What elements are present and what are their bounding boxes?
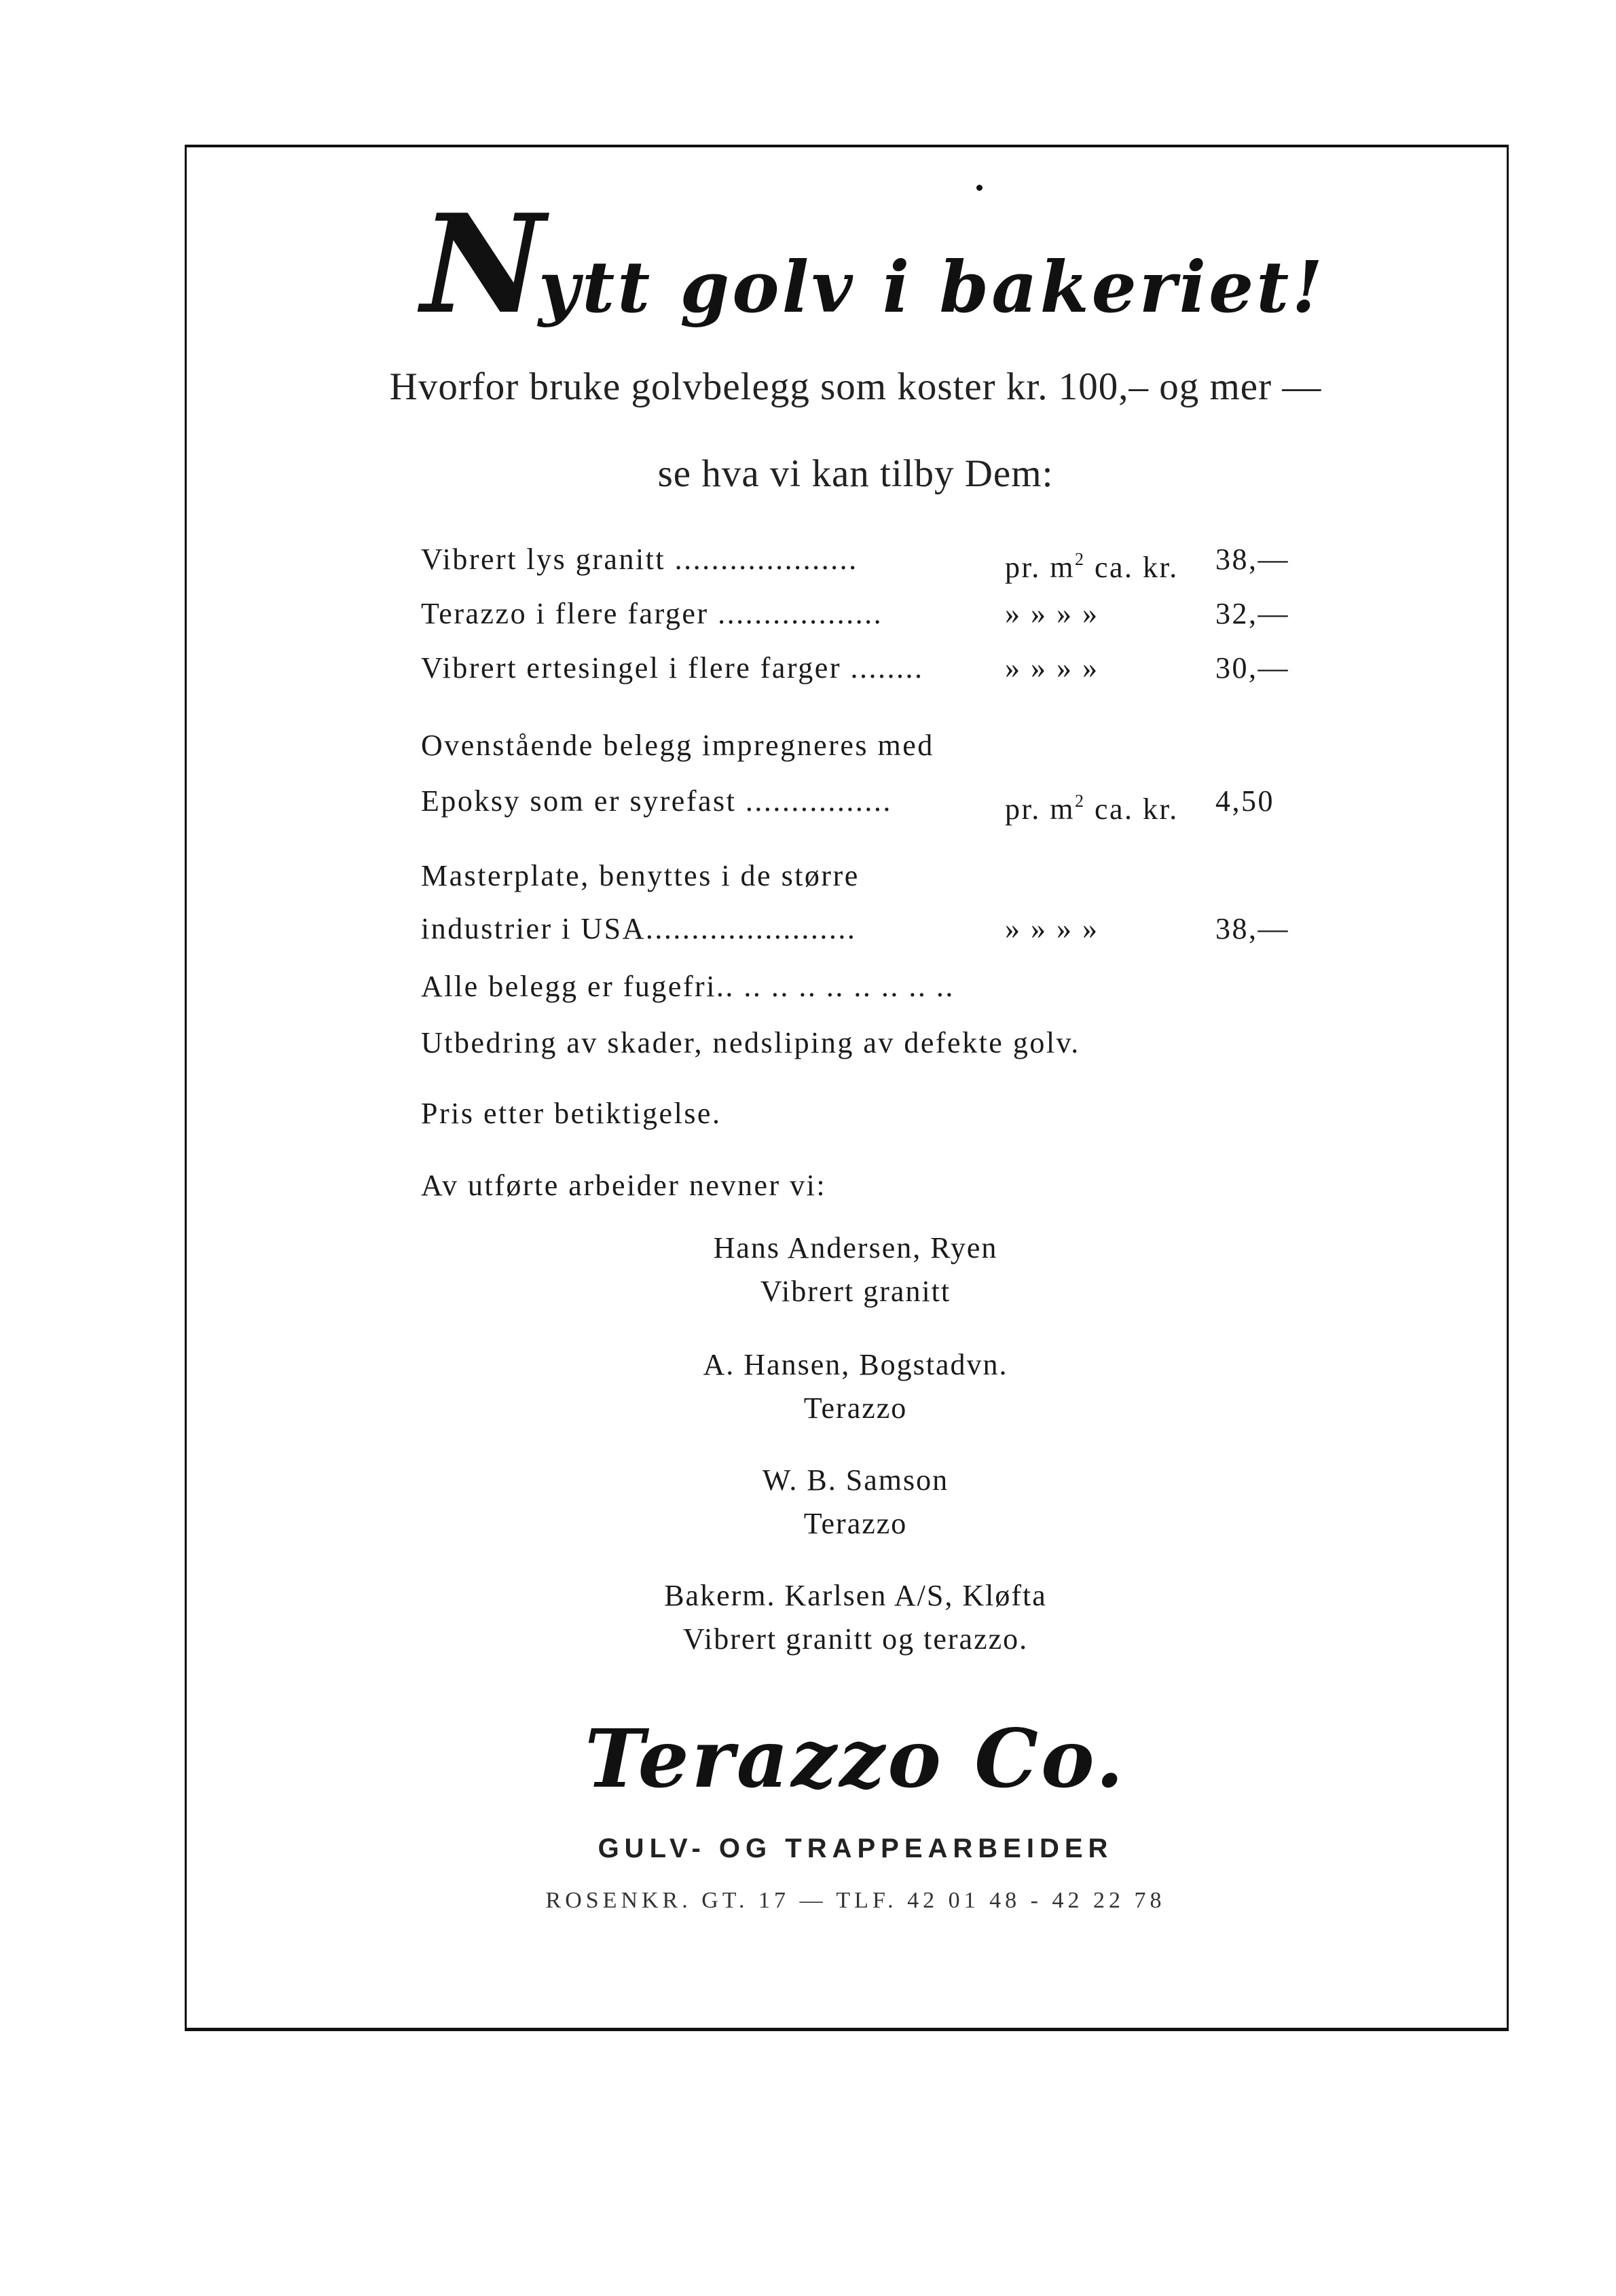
price-row-price: 30,— <box>1215 651 1289 685</box>
masterplate-label: industrier i USA....................... <box>421 912 857 945</box>
subheading <box>370 360 1341 501</box>
reference-work: Terazzo <box>803 1391 908 1425</box>
reference-work: Terazzo <box>803 1507 908 1540</box>
note-line: Pris etter betiktigelse. <box>421 1097 722 1130</box>
company-address: ROSENKR. GT. 17 — TLF. 42 01 48 - 42 22 78 <box>545 1888 1166 1913</box>
reference-work: Vibrert granitt og terazzo. <box>682 1622 1029 1656</box>
masterplate-unit: » » » » <box>1005 912 1099 945</box>
epoxy-unit: pr. $m^2$ ca. kr. <box>1005 791 1179 826</box>
price-row-unit: » » » » <box>1005 651 1099 685</box>
price-row-label: Vibrert ertesingel i flere farger ........ <box>421 651 924 685</box>
impregnation-note: Ovenstående belegg impregneres med <box>421 729 934 762</box>
subheading-line-1: Hvorfor bruke golvbelegg som koster kr. 100,– og mer — <box>389 365 1322 408</box>
note-line: Utbedring av skader, nedsliping av defekte golv. <box>421 1026 1080 1059</box>
headline-initial: N <box>421 185 538 344</box>
masterplate-line: Masterplate, benyttes i de større <box>421 859 860 892</box>
reference-name: W. B. Samson <box>762 1463 949 1497</box>
company-tagline: GULV- OG TRAPPEARBEIDER <box>598 1834 1114 1863</box>
reference-name: Hans Andersen, Ryen <box>713 1231 998 1264</box>
price-row-unit: pr. $m^2$ ca. kr. <box>1005 549 1179 584</box>
price-row-label: Terazzo i flere farger .................. <box>421 597 883 630</box>
reference-entry <box>516 1574 1195 1661</box>
ink-dot <box>976 185 983 191</box>
reference-work: Vibrert granitt <box>760 1275 951 1308</box>
price-row-price: 32,— <box>1215 597 1289 630</box>
price-row-label: Vibrert lys granitt .................... <box>421 543 858 576</box>
reference-name: A. Hansen, Bogstadvn. <box>703 1348 1008 1381</box>
price-row-price: 38,— <box>1215 543 1289 576</box>
price-row-unit: » » » » <box>1005 597 1099 630</box>
reference-entry <box>516 1343 1195 1430</box>
reference-name: Bakerm. Karlsen A/S, Kløfta <box>664 1579 1047 1612</box>
note-line: Av utførte arbeider nevner vi: <box>421 1169 827 1202</box>
subheading-line-2: se hva vi kan tilby Dem: <box>657 452 1054 495</box>
headline-text: ytt golv i bakeriet! <box>538 245 1325 329</box>
note-line: Alle belegg er fugefri.. .. .. .. .. .. .. .. .. <box>421 970 955 1003</box>
reference-entry <box>516 1226 1195 1313</box>
epoxy-label: Epoksy som er syrefast ................ <box>421 784 892 818</box>
masterplate-price: 38,— <box>1215 912 1289 945</box>
company-logo: Terazzo Co. <box>585 1711 1126 1806</box>
epoxy-price: 4,50 <box>1215 784 1274 818</box>
reference-entry <box>516 1459 1195 1546</box>
headline <box>421 185 1325 344</box>
